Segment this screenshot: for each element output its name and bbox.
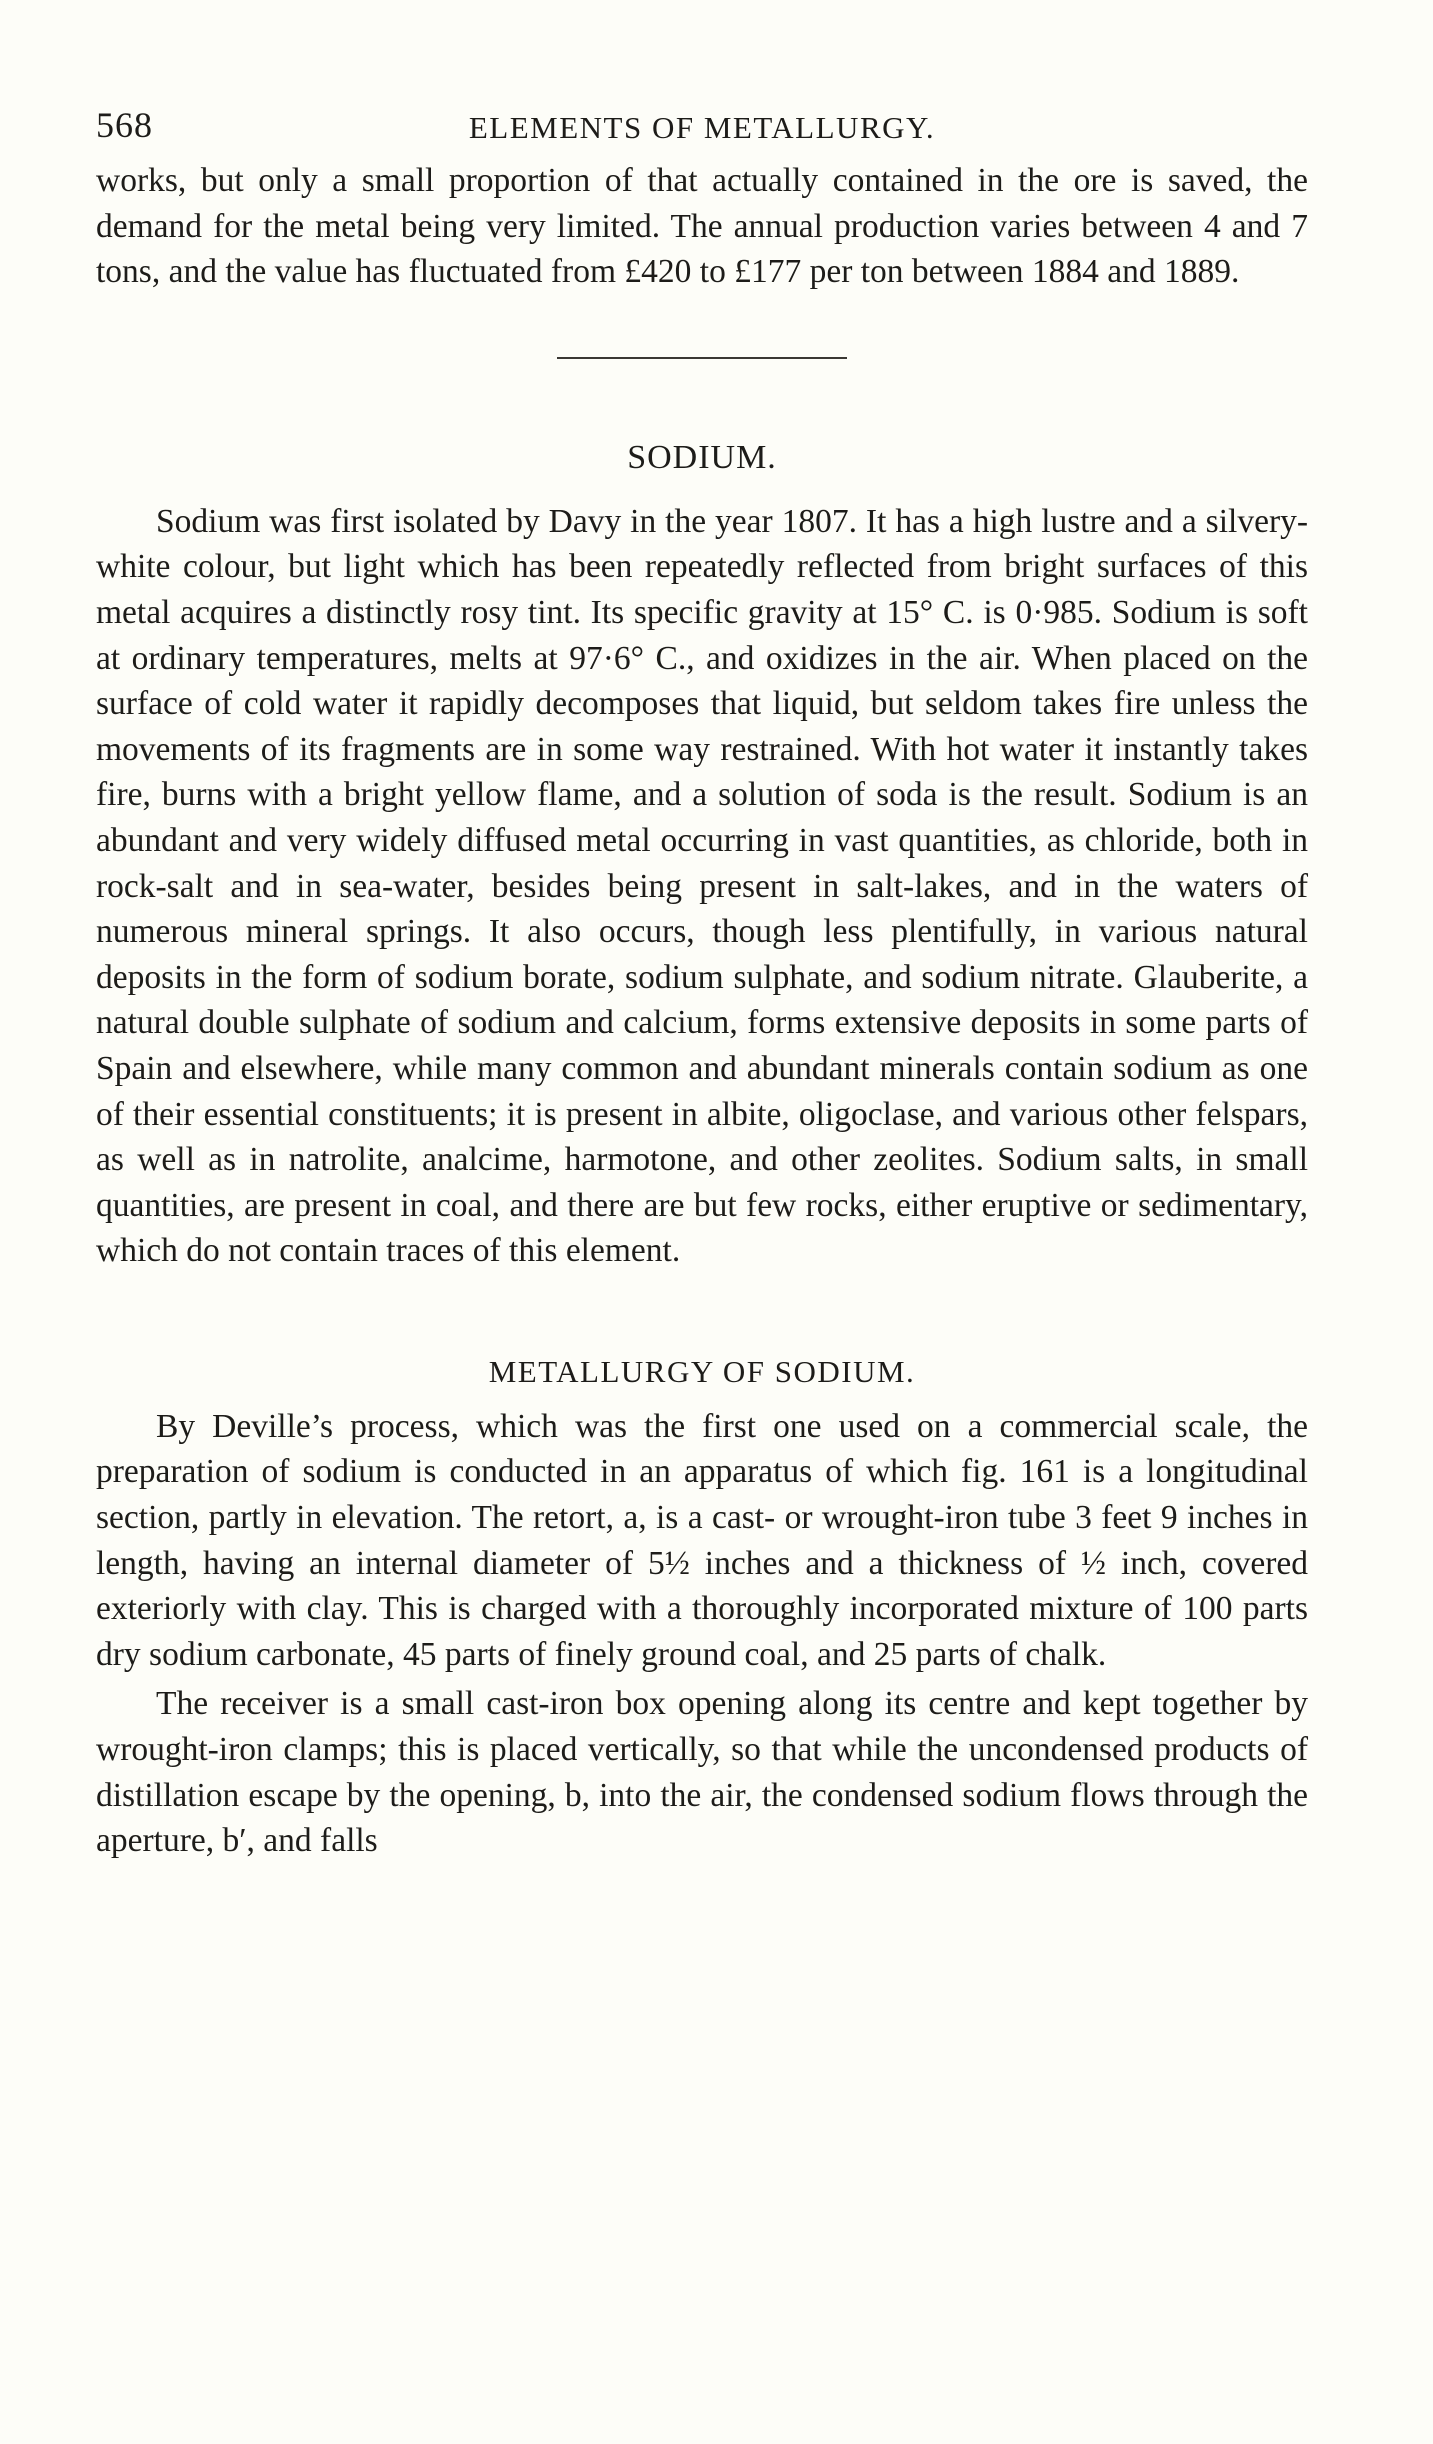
continuation-paragraph: works, but only a small proportion of that actually contained in the ore is saved, the demand for the metal being very limited. The annual production varies between 4 and 7 tons, and the value has fluctuated from £420 to £177 per ton between 1884 and 1889. [96, 162, 1308, 291]
section-heading-metallurgy-of-sodium: METALLURGY OF SODIUM. [488, 1353, 916, 1389]
section-heading-sodium: SODIUM. [627, 438, 777, 476]
page-number: 568 [96, 105, 153, 145]
book-page [96, 98, 1308, 1864]
section-divider-rule [557, 357, 847, 359]
body-paragraph-receiver: The receiver is a small cast-iron box opening along its centre and kept together by wrought-iron clamps; this is placed vertically, so that while the uncondensed products of distillation escape by the opening, b, into the air, the condensed sodium flows through the aperture, b′, and falls [96, 1685, 1308, 1860]
body-paragraph-sodium: Sodium was first isolated by Davy in the year 1807. It has a high lustre and a silvery-white colour, but light which has been repeatedly reflected from bright surfaces of this metal acquires a distinctly rosy tint. Its specific gravity at 15° C. is 0·985. Sodium is soft at ordinary temperatures, melts at 97·6° C., and oxidizes in the air. When placed on the surface of cold water it rapidly decomposes that liquid, but seldom takes fire unless the movements of its fragments are in some way restrained. With hot water it instantly takes fire, burns with a bright yellow flame, and a solution of soda is the result. Sodium is an abundant and very widely diffused metal occurring in vast quantities, as chloride, both in rock-salt and in sea-water, besides being present in salt-lakes, and in the waters of numerous mineral springs. It also occurs, though less plentifully, in various natural deposits in the form of sodium borate, sodium sulphate, and sodium nitrate. Glauberite, a natural double sulphate of sodium and calcium, forms extensive deposits in some parts of Spain and elsewhere, while many common and abundant minerals contain sodium as one of their essential constituents; it is present in albite, oligoclase, and various other felspars, as well as in natrolite, analcime, harmotone, and other zeolites. Sodium salts, in small quantities, are present in coal, and there are but few rocks, either eruptive or sedimentary, which do not contain traces of this element. [96, 502, 1308, 1270]
running-head [96, 98, 1308, 158]
body-paragraph-deville-process: By Deville’s process, which was the first one used on a commercial scale, the preparation of sodium is conducted in an apparatus of which fig. 161 is a longitudinal section, partly in elevation. The retort, a, is a cast- or wrought-iron tube 3 feet 9 inches in length, having an internal diameter of 5½ inches and a thickness of ½ inch, covered exteriorly with clay. This is charged with a thoroughly incorporated mixture of 100 parts dry sodium carbonate, 45 parts of finely ground coal, and 25 parts of chalk. [96, 1407, 1308, 1673]
running-title: ELEMENTS OF METALLURGY. [468, 110, 936, 145]
